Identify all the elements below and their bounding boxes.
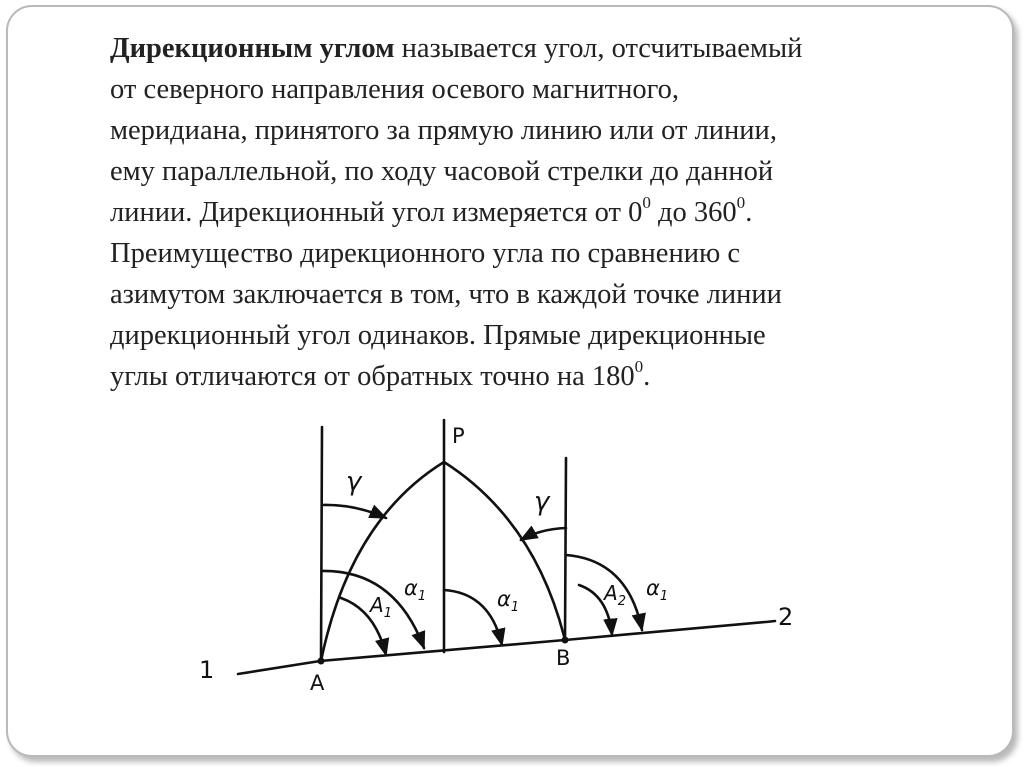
label-azimuth-2-main: A — [604, 581, 618, 605]
label-gamma-left: γ — [346, 467, 362, 497]
text-line-1-rest: называется угол, отсчитываемый — [394, 33, 803, 64]
text-line-8: дирекционный угол одинаков. Прямые дирекционные — [110, 320, 766, 351]
label-alpha-right-sub: 1 — [659, 589, 669, 604]
label-point-a: A — [310, 671, 325, 695]
degree-superscript-1: 0 — [642, 193, 651, 213]
text-line-5-a: линии. Дирекционный угол измеряется от 0 — [110, 197, 643, 228]
label-point-b: B — [556, 646, 571, 670]
definition-term: Дирекционным углом — [110, 33, 395, 64]
text-line-9-b: . — [643, 361, 651, 392]
text-line-7: азимутом заключается в том, что в каждой точке линии — [110, 279, 782, 310]
text-line-4: ему параллельной, по ходу часовой стрелки до данной — [110, 156, 774, 187]
text-line-3: меридиана, принятого за прямую линию или от линии, — [110, 115, 777, 146]
degree-superscript-3: 0 — [634, 357, 644, 377]
text-line-6: Преимущество дирекционного угла по сравнению с — [110, 238, 741, 269]
text-line-9 — [110, 356, 970, 397]
label-azimuth-2-sub: 2 — [617, 594, 626, 609]
definition-text — [110, 28, 970, 397]
text-line-1 — [110, 28, 970, 69]
label-azimuth-1-sub: 1 — [383, 606, 392, 621]
label-alpha-mid-main: α — [497, 587, 511, 611]
label-alpha-left-sub: 1 — [417, 589, 427, 604]
label-gamma-right: γ — [534, 487, 550, 517]
label-line-end: 2 — [778, 603, 794, 631]
text-line-5-c: . — [745, 197, 753, 228]
text-line-5 — [110, 192, 970, 233]
label-alpha-right-main: α — [646, 576, 660, 600]
degree-superscript-2: 0 — [736, 193, 746, 213]
label-point-p: P — [452, 424, 465, 448]
label-alpha-mid-sub: 1 — [510, 600, 520, 615]
text-line-9-a: углы отличаются от обратных точно на 180 — [110, 361, 635, 392]
label-line-start: 1 — [199, 656, 215, 684]
label-alpha-left-main: α — [404, 576, 418, 600]
text-line-2: от северного направления осевого магнитного, — [110, 74, 679, 105]
text-line-5-b: до 360 — [650, 197, 737, 228]
label-azimuth-1-main: A — [370, 593, 384, 617]
